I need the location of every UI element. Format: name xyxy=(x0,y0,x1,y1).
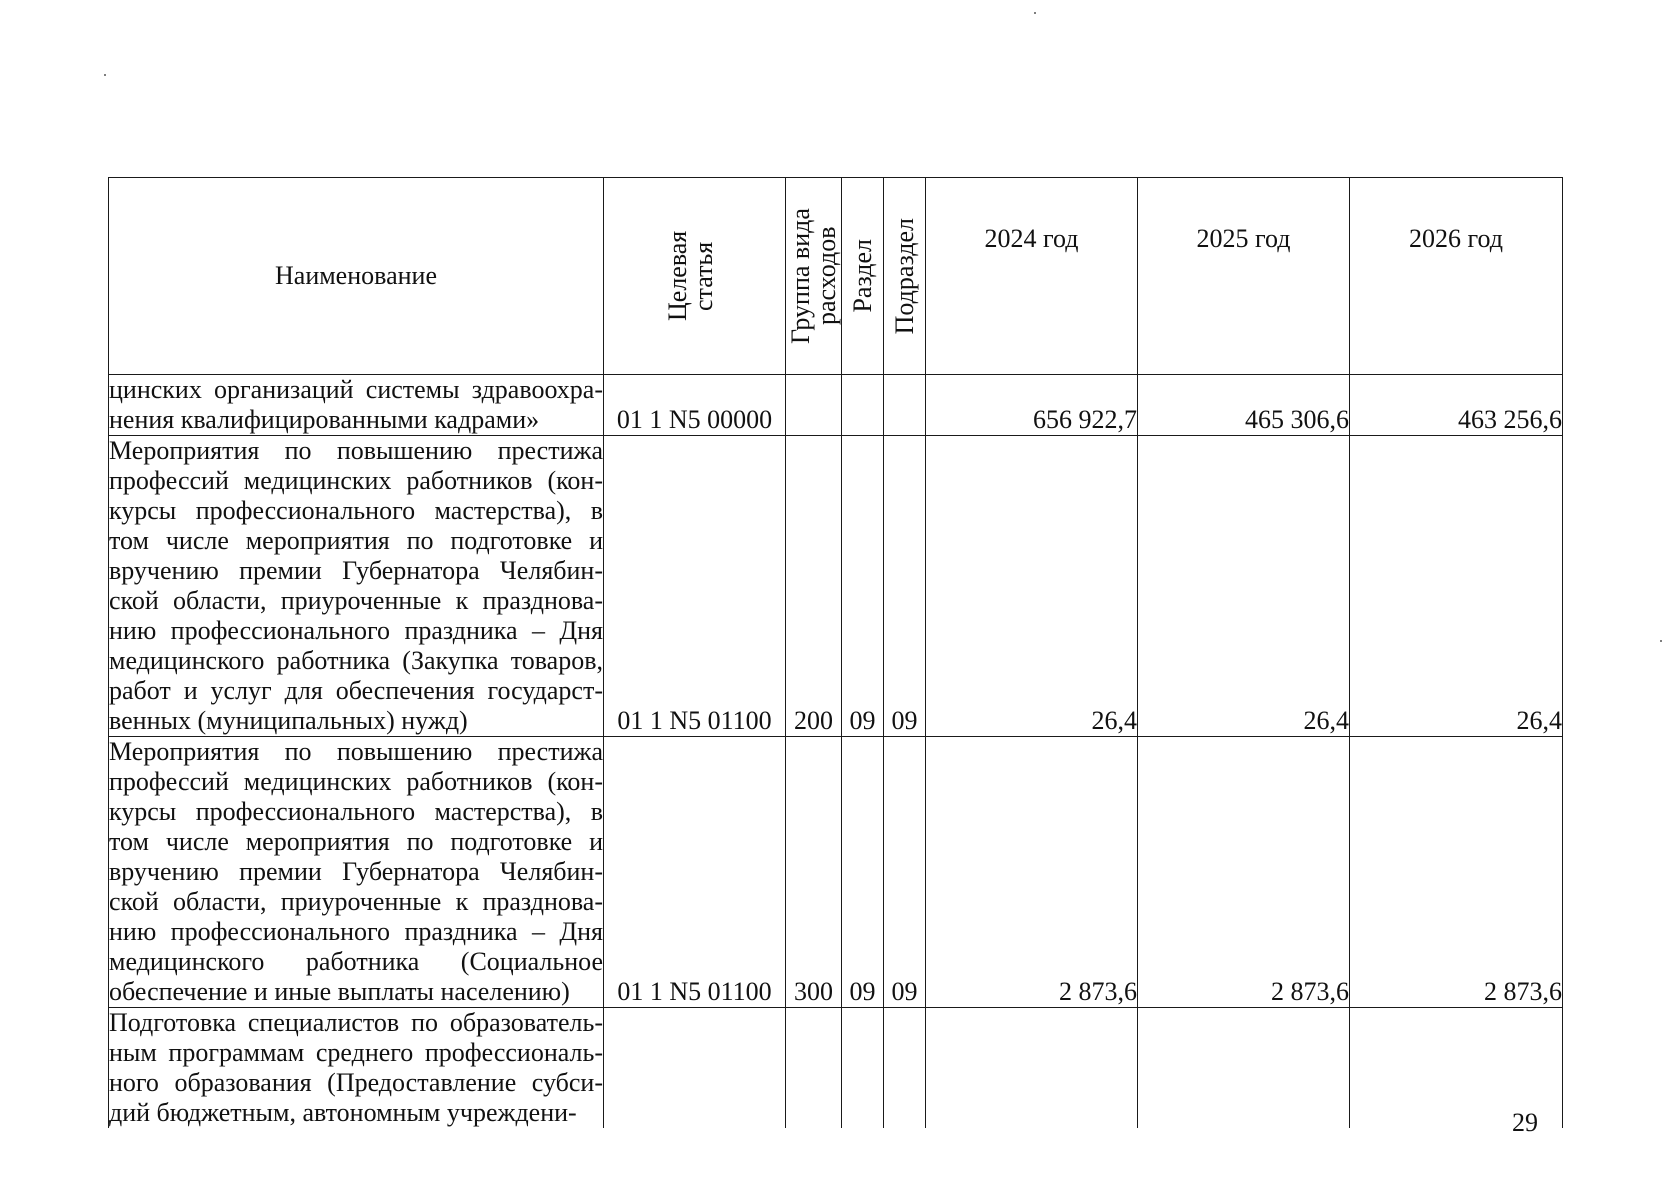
row-section xyxy=(842,375,884,436)
row-name-line: вручению премии Губернатора Челябин- xyxy=(109,857,603,886)
row-subsection: 09 xyxy=(884,737,926,1008)
row-name-line: курсы профессионального мастерства), в xyxy=(109,496,603,525)
row-value-2026: 26,4 xyxy=(1350,436,1563,737)
header-2025-label: 2025 год xyxy=(1196,224,1291,253)
header-name-label: Наименование xyxy=(275,261,437,290)
row-expense-group: 300 xyxy=(786,737,842,1008)
header-2024 xyxy=(926,178,1138,375)
row-value-2024: 656 922,7 xyxy=(926,375,1138,436)
table-row xyxy=(109,375,1563,436)
table-row xyxy=(109,436,1563,737)
table-row xyxy=(109,1008,1563,1129)
page-number: 29 xyxy=(1512,1108,1538,1137)
header-target-article-label: Целевая статья xyxy=(662,230,718,322)
header-target-article xyxy=(604,178,786,375)
row-name-line: вручению премии Губернатора Челябин- xyxy=(109,556,603,585)
scan-speck xyxy=(104,74,106,76)
row-value-2025: 2 873,6 xyxy=(1138,737,1350,1008)
row-name-line: медицинского работника (Закупка товаров, xyxy=(109,646,603,675)
scan-speck xyxy=(1660,640,1662,642)
header-2026 xyxy=(1350,178,1563,375)
row-subsection xyxy=(884,1008,926,1129)
row-section xyxy=(842,1008,884,1129)
row-value-2026: 2 873,6 xyxy=(1350,737,1563,1008)
row-name-line: медицинского работника (Социальное xyxy=(109,947,603,976)
table-row xyxy=(109,737,1563,1008)
row-value-2025: 26,4 xyxy=(1138,436,1350,737)
row-name-cell xyxy=(109,436,604,737)
row-expense-group: 200 xyxy=(786,436,842,737)
budget-table xyxy=(108,177,1563,1128)
header-row xyxy=(109,178,1563,375)
row-name-line: ской области, приуроченные к празднова- xyxy=(109,887,603,916)
row-expense-group xyxy=(786,375,842,436)
row-value-2025 xyxy=(1138,1008,1350,1129)
row-expense-group xyxy=(786,1008,842,1129)
row-name-line: венных (муниципальных) нужд) xyxy=(109,706,468,735)
row-name-line: цинских организаций системы здравоохра- xyxy=(109,375,603,404)
row-section: 09 xyxy=(842,436,884,737)
row-name-line: ным программам среднего профессиональ- xyxy=(109,1038,603,1067)
row-name-cell xyxy=(109,1008,604,1129)
header-2024-label: 2024 год xyxy=(984,224,1079,253)
row-name-line: профессий медицинских работников (кон- xyxy=(109,466,603,495)
row-name-line: дий бюджетным, автономным учреждени- xyxy=(109,1098,577,1127)
row-target-article: 01 1 N5 01100 xyxy=(604,436,786,737)
row-value-2024 xyxy=(926,1008,1138,1129)
table-body xyxy=(109,375,1563,1129)
row-name-line: профессий медицинских работников (кон- xyxy=(109,767,603,796)
header-2025 xyxy=(1138,178,1350,375)
row-name-line: обеспечение и иные выплаты населению) xyxy=(109,977,570,1006)
row-name-line: ного образования (Предоставление субси- xyxy=(109,1068,603,1097)
header-2026-label: 2026 год xyxy=(1409,224,1503,253)
header-subsection-label: Подраздел xyxy=(889,217,919,335)
row-value-2024: 26,4 xyxy=(926,436,1138,737)
row-name-line: том числе мероприятия по подготовке и xyxy=(109,827,603,856)
header-name xyxy=(109,178,604,375)
row-target-article: 01 1 N5 01100 xyxy=(604,737,786,1008)
row-name-line: Мероприятия по повышению престижа xyxy=(109,737,603,766)
header-section xyxy=(842,178,884,375)
row-name-cell xyxy=(109,375,604,436)
header-expense-group-label: Группа вида расходов xyxy=(785,208,841,344)
header-section-label: Раздел xyxy=(847,239,877,313)
row-name-line: ской области, приуроченные к празднова- xyxy=(109,586,603,615)
header-subsection xyxy=(884,178,926,375)
header-expense-group xyxy=(786,178,842,375)
row-name-line: нию профессионального праздника – Дня xyxy=(109,917,603,946)
row-name-line: нения квалифицированными кадрами» xyxy=(109,405,540,434)
row-subsection xyxy=(884,375,926,436)
row-value-2026: 463 256,6 xyxy=(1350,375,1563,436)
scan-speck xyxy=(1034,12,1036,14)
row-name-line: нию профессионального праздника – Дня xyxy=(109,616,603,645)
row-target-article: 01 1 N5 00000 xyxy=(604,375,786,436)
row-name-line: работ и услуг для обеспечения государст- xyxy=(109,676,603,705)
row-value-2024: 2 873,6 xyxy=(926,737,1138,1008)
row-section: 09 xyxy=(842,737,884,1008)
row-name-line: курсы профессионального мастерства), в xyxy=(109,797,603,826)
row-name-line: Мероприятия по повышению престижа xyxy=(109,436,603,465)
row-value-2025: 465 306,6 xyxy=(1138,375,1350,436)
row-name-line: том числе мероприятия по подготовке и xyxy=(109,526,603,555)
row-name-cell xyxy=(109,737,604,1008)
row-name-line: Подготовка специалистов по образователь- xyxy=(109,1008,603,1037)
row-target-article xyxy=(604,1008,786,1129)
row-subsection: 09 xyxy=(884,436,926,737)
